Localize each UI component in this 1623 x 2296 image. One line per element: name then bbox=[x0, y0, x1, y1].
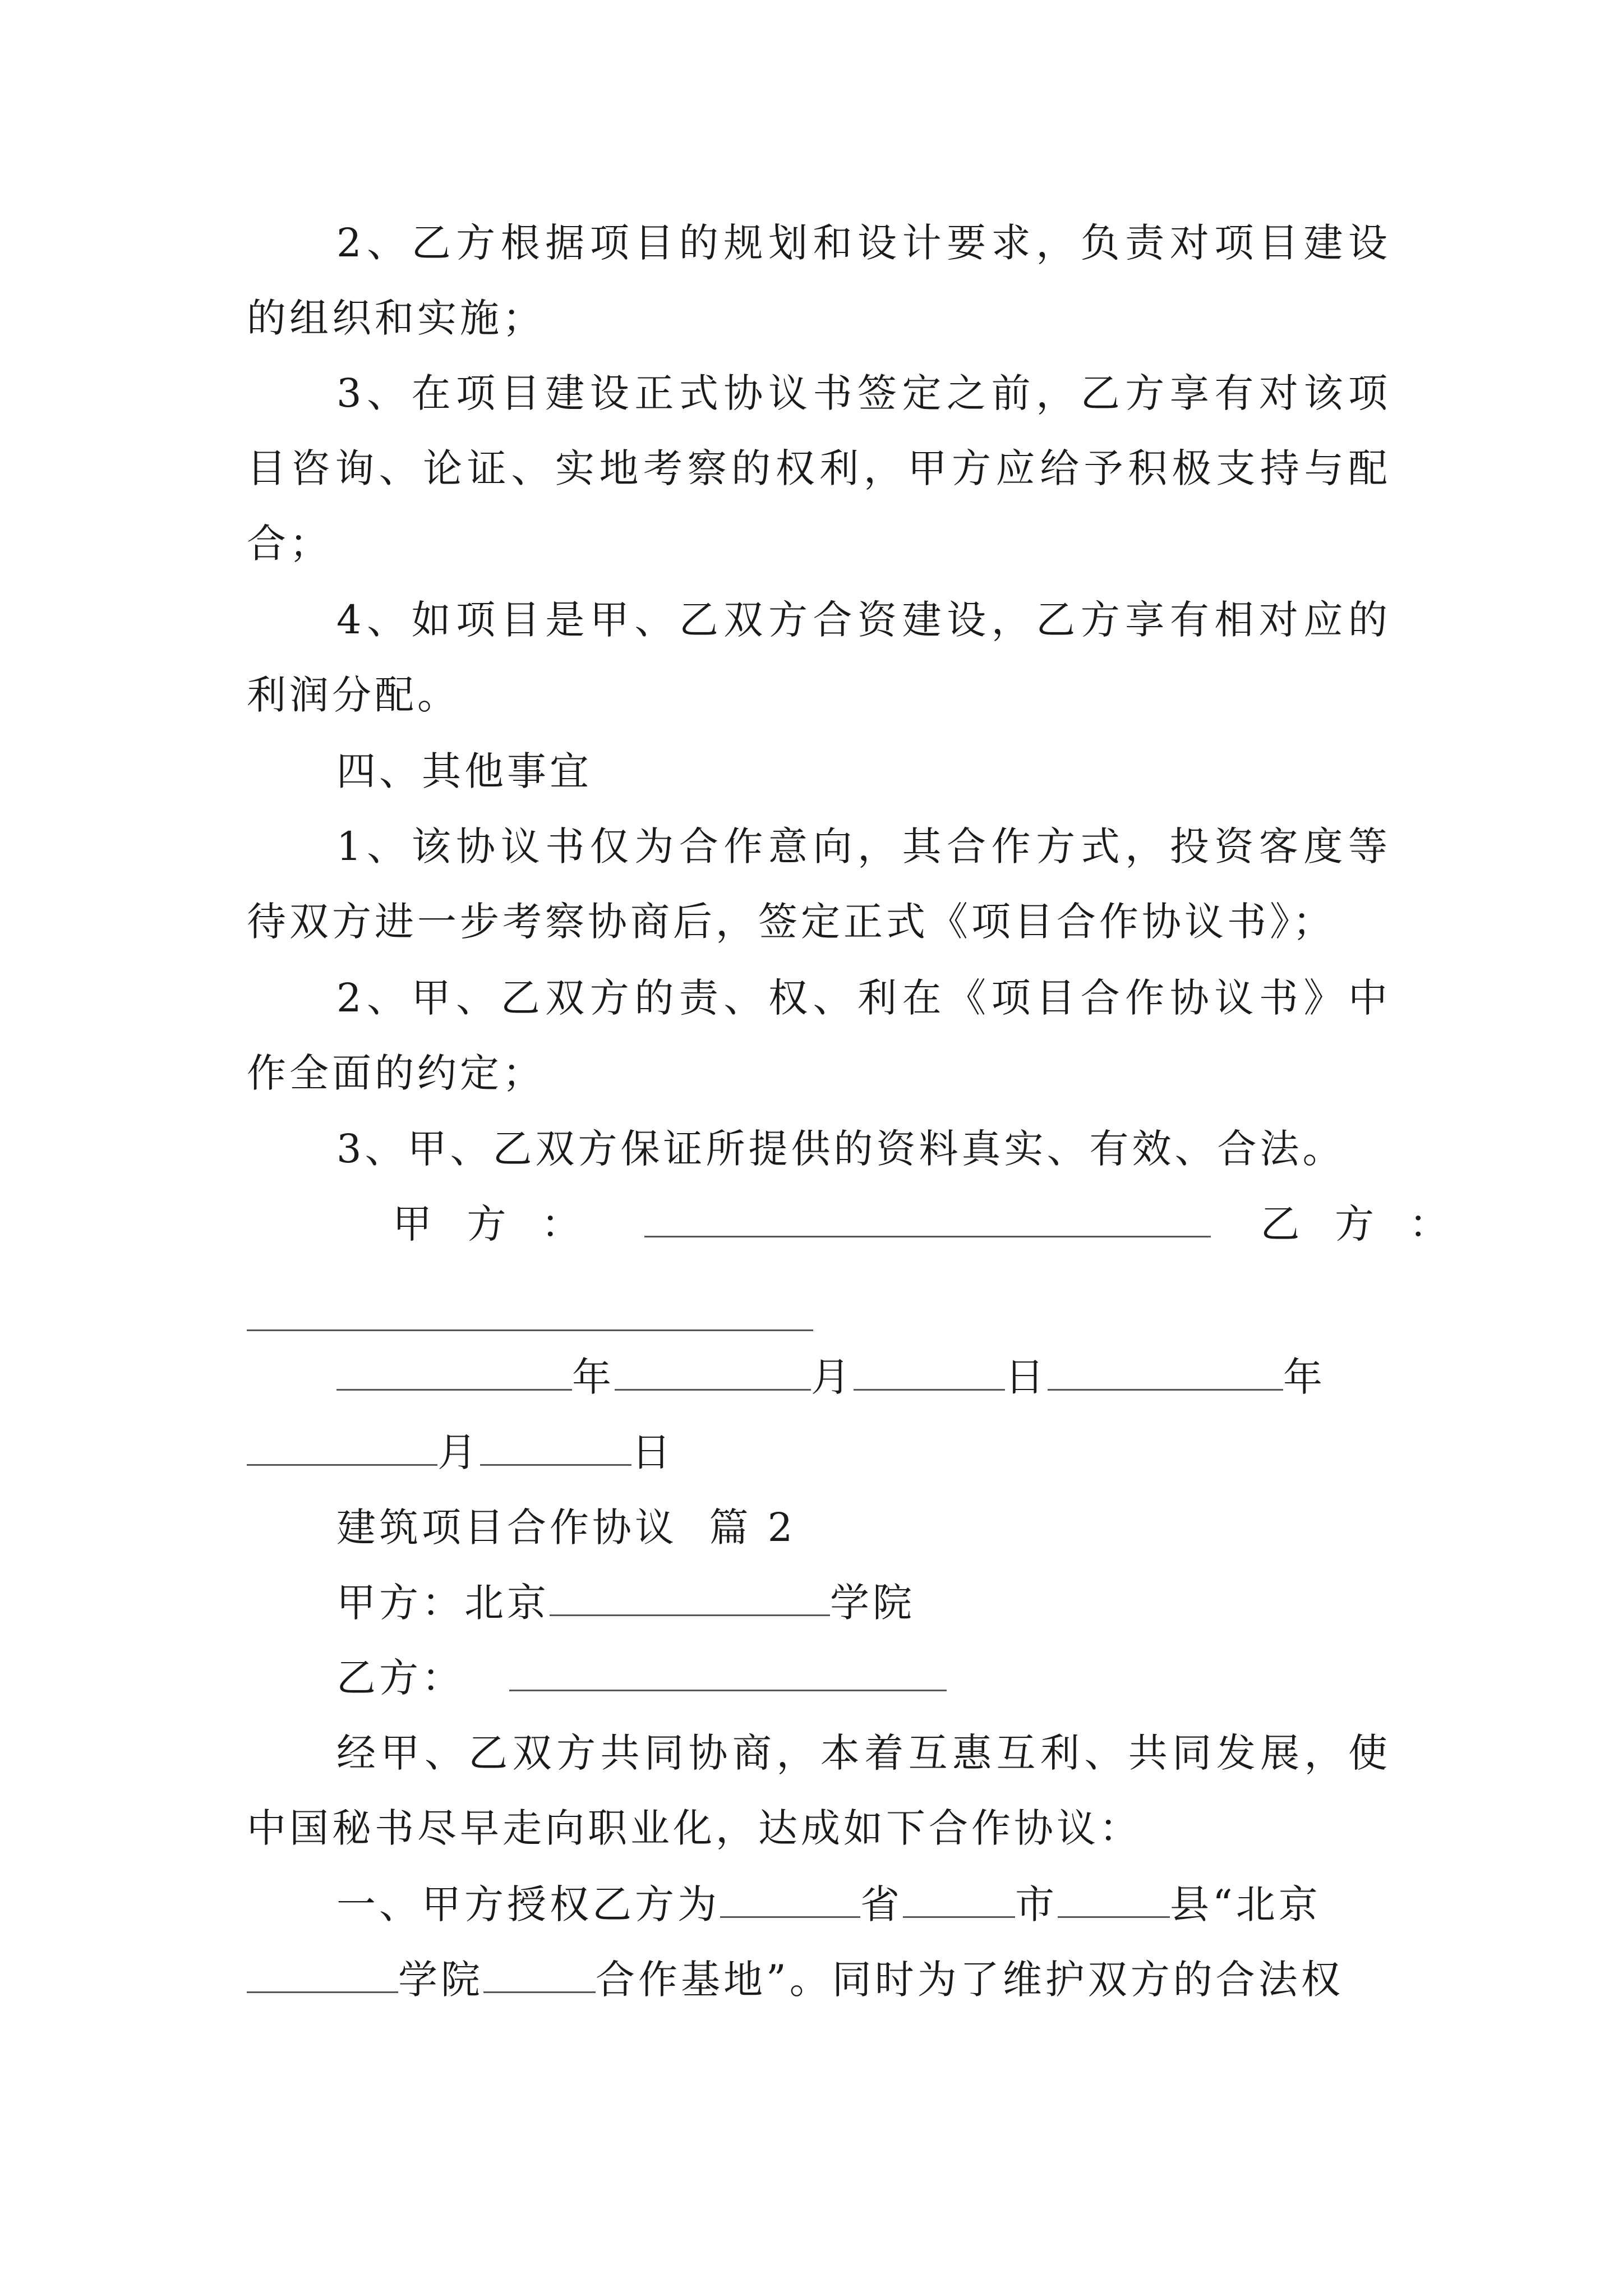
party-b-name-blank bbox=[509, 1655, 947, 1691]
month-label: 月 bbox=[437, 1429, 480, 1475]
city-blank bbox=[903, 1881, 1015, 1918]
party-a-name-blank bbox=[550, 1580, 830, 1616]
section-title: 建筑项目合作协议 篇 2 bbox=[336, 1504, 796, 1550]
party-b-signature-blank bbox=[247, 1329, 813, 1331]
paragraph-line: 作全面的约定； bbox=[247, 1050, 545, 1096]
base-label: 合作基地”。同时为了维护双方的合法权 bbox=[596, 1957, 1344, 2003]
party-a-label: 甲 方 ： bbox=[393, 1201, 584, 1247]
city-label: 市 bbox=[1015, 1881, 1058, 1927]
year-label: 年 bbox=[1283, 1354, 1326, 1400]
paragraph-line: 3、甲、乙双方保证所提供的资料真实、有效、合法。 bbox=[336, 1126, 1345, 1172]
county-blank bbox=[1058, 1881, 1170, 1918]
party-b-row bbox=[336, 1650, 1481, 1706]
day-label: 日 bbox=[1005, 1354, 1048, 1400]
paragraph-line: 2、甲、乙双方的责、权、利在《项目合作协议书》中 bbox=[336, 975, 1391, 1021]
paragraph-line: 待双方进一步考察协商后，签定正式《项目合作协议书》； bbox=[247, 899, 1335, 945]
party-a-prefix: 甲方：北京 bbox=[336, 1580, 550, 1626]
paragraph-line: 的组织和实施； bbox=[247, 295, 545, 341]
paragraph-line: 合； bbox=[247, 521, 332, 567]
college-label: 学院 bbox=[398, 1957, 483, 2003]
day-blank bbox=[854, 1354, 1005, 1391]
paragraph-line: 目咨询、论证、实地考察的权利，甲方应给予积极支持与配 bbox=[247, 445, 1391, 491]
section-heading: 四、其他事宜 bbox=[336, 748, 592, 794]
party-b-label: 乙 方 ： bbox=[1260, 1201, 1452, 1247]
province-blank bbox=[720, 1881, 860, 1918]
paragraph-line: 经甲、乙双方共同协商，本着互惠互利、共同发展，使 bbox=[336, 1730, 1391, 1776]
party-a-row bbox=[336, 1575, 1481, 1631]
base-blank bbox=[483, 1957, 596, 1993]
paragraph-line: 1、该协议书仅为合作意向，其合作方式，投资客度等 bbox=[336, 823, 1391, 869]
year-blank bbox=[336, 1354, 572, 1391]
paragraph-line: 3、在项目建设正式协议书签定之前，乙方享有对该项 bbox=[336, 370, 1391, 416]
paragraph-line: 中国秘书尽早走向职业化，达成如下合作协议： bbox=[247, 1805, 1142, 1851]
signature-row bbox=[393, 1196, 1452, 1252]
day-label: 日 bbox=[631, 1429, 674, 1475]
item1-prefix: 一、甲方授权乙方为 bbox=[336, 1881, 720, 1927]
province-label: 省 bbox=[860, 1881, 903, 1927]
party-b-prefix: 乙方： bbox=[336, 1655, 464, 1701]
paragraph-line: 4、如项目是甲、乙双方合资建设，乙方享有相对应的 bbox=[336, 597, 1391, 643]
paragraph-line: 利润分配。 bbox=[247, 672, 460, 718]
county-label: 县“北京 bbox=[1170, 1881, 1321, 1927]
party-a-signature-blank bbox=[644, 1201, 1211, 1237]
date-row bbox=[247, 1424, 1391, 1480]
day-blank bbox=[480, 1429, 631, 1466]
year-blank bbox=[1048, 1354, 1283, 1391]
paragraph-line bbox=[247, 1952, 1391, 2008]
paragraph-line bbox=[336, 1876, 1391, 1932]
month-blank bbox=[615, 1354, 811, 1391]
year-label: 年 bbox=[572, 1354, 615, 1400]
month-blank bbox=[247, 1429, 437, 1466]
date-row bbox=[336, 1349, 1391, 1405]
college-blank bbox=[247, 1957, 398, 1993]
paragraph-line: 2、乙方根据项目的规划和设计要求，负责对项目建设 bbox=[336, 220, 1391, 266]
month-label: 月 bbox=[811, 1354, 854, 1400]
party-a-suffix: 学院 bbox=[830, 1580, 915, 1626]
